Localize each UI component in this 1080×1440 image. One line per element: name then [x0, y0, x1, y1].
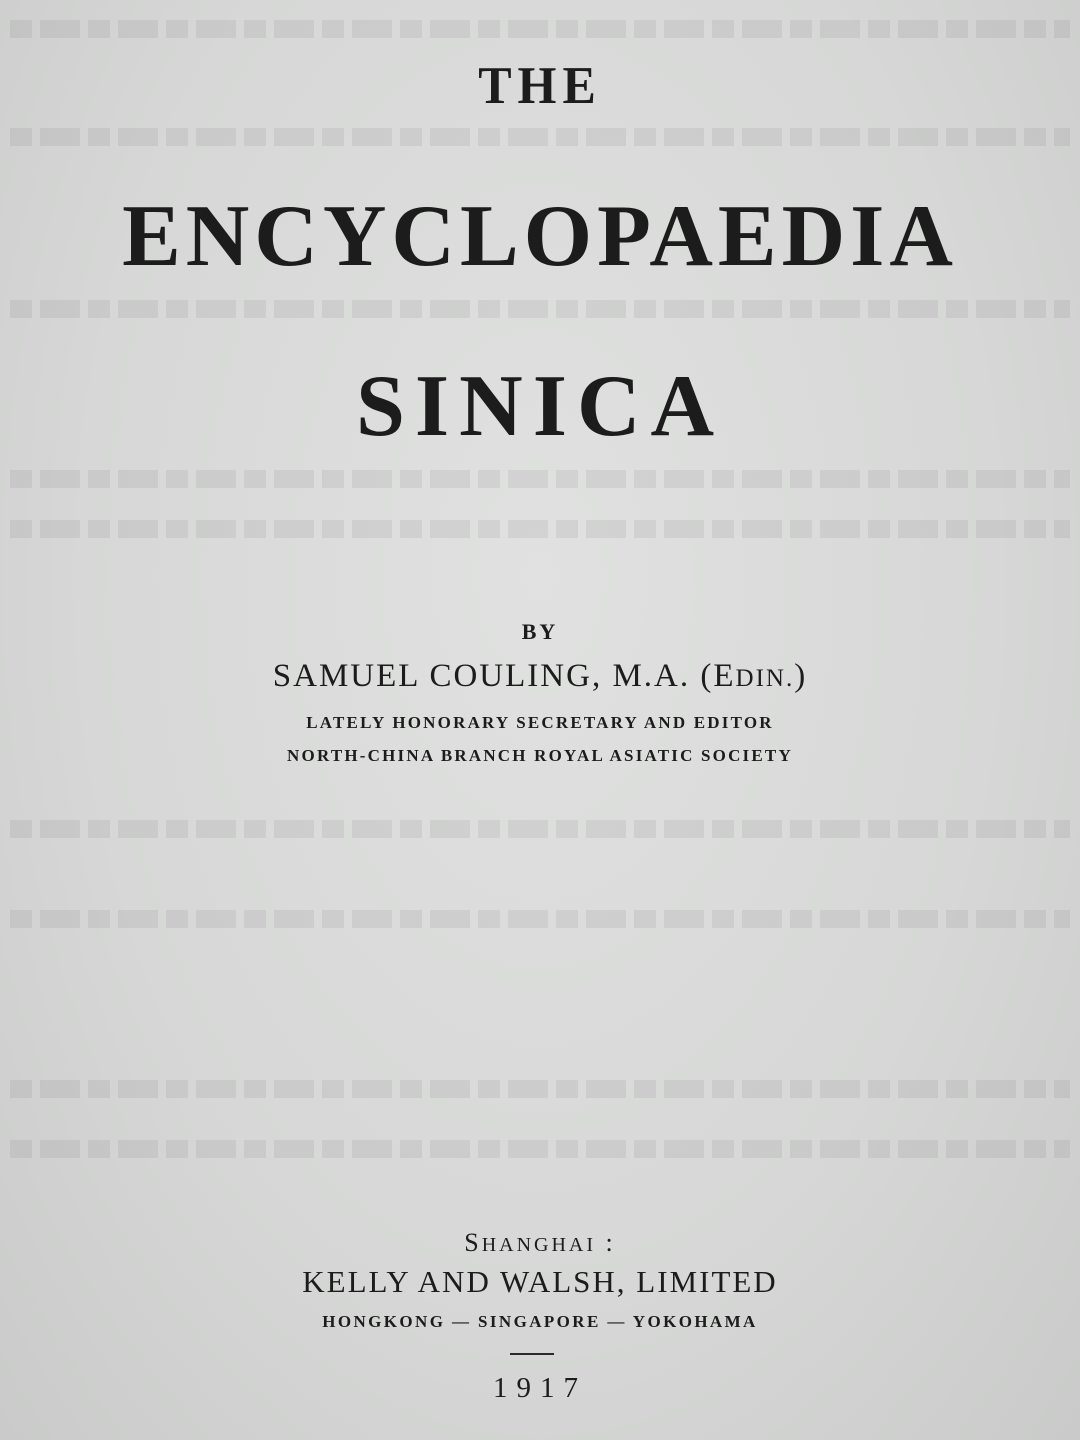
divider-rule — [510, 1353, 554, 1355]
title-article: THE — [478, 55, 602, 115]
bleed-through-line — [10, 1140, 1070, 1158]
affiliation-line-1: LATELY HONORARY SECRETARY AND EDITOR — [306, 713, 774, 732]
title-subtitle: SINICA — [355, 358, 725, 455]
bleed-through-line — [10, 20, 1070, 38]
author-close-paren: ) — [794, 658, 808, 694]
byline-label: BY — [521, 619, 559, 644]
author-name: SAMUEL COULING, M.A. ( — [272, 658, 714, 694]
city-suffix: : — [596, 1228, 616, 1257]
bleed-through-line — [10, 128, 1070, 146]
bleed-through-line — [10, 820, 1070, 838]
publication-year: 1917 — [493, 1372, 587, 1404]
degree-initial: E — [713, 658, 736, 694]
city-rest: HANGHAI — [481, 1234, 597, 1256]
bleed-through-line — [10, 300, 1070, 318]
publication-city — [0, 1228, 1080, 1258]
affiliation-line-2: NORTH-CHINA BRANCH ROYAL ASIATIC SOCIETY — [287, 746, 793, 765]
branch-cities: HONGKONG — SINGAPORE — YOKOHAMA — [322, 1312, 758, 1331]
bleed-through-line — [10, 1080, 1070, 1098]
bleed-through-line — [10, 520, 1070, 538]
bleed-through-line — [10, 470, 1070, 488]
city-initial: S — [464, 1228, 482, 1257]
bleed-through-line — [10, 910, 1070, 928]
title-main: ENCYCLOPAEDIA — [122, 188, 958, 285]
author-line — [0, 658, 1080, 695]
degree-rest: DIN. — [735, 665, 795, 692]
publisher-name: KELLY AND WALSH, LIMITED — [302, 1264, 778, 1299]
